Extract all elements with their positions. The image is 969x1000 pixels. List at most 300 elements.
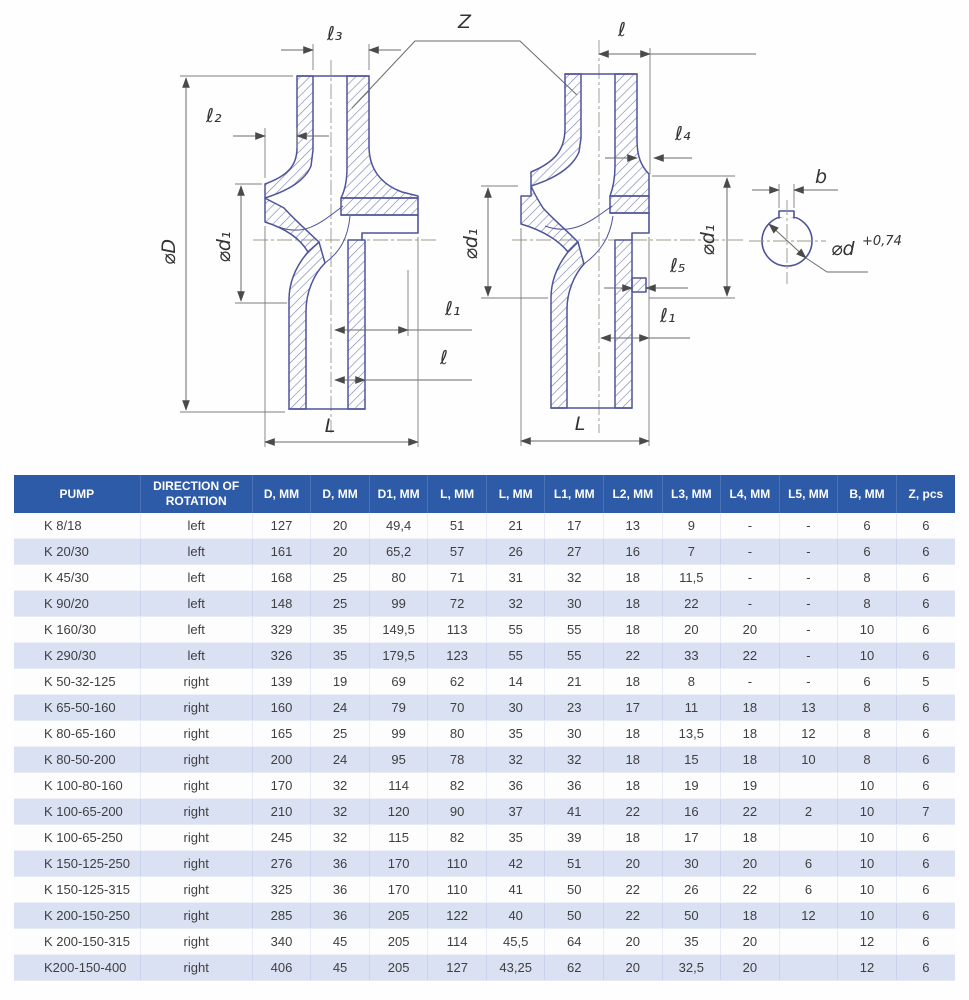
value-cell: 123 <box>428 643 487 669</box>
value-cell: 6 <box>838 513 897 539</box>
value-cell: 10 <box>838 903 897 929</box>
value-cell: 13 <box>604 513 663 539</box>
value-cell: 10 <box>838 643 897 669</box>
value-cell: 22 <box>604 903 663 929</box>
value-cell: - <box>721 539 780 565</box>
value-cell: 32 <box>486 747 545 773</box>
value-cell: right <box>140 955 252 981</box>
value-cell: 50 <box>545 903 604 929</box>
value-cell: 18 <box>604 591 663 617</box>
value-cell: - <box>721 565 780 591</box>
value-cell: 10 <box>779 747 838 773</box>
value-cell: 32 <box>311 773 370 799</box>
table-row <box>14 695 955 721</box>
value-cell: 25 <box>311 721 370 747</box>
passage-curve <box>325 216 350 263</box>
value-cell: 6 <box>896 851 955 877</box>
pump-model-cell: K 50-32-125 <box>14 669 140 695</box>
value-cell: 15 <box>662 747 721 773</box>
value-cell: 115 <box>369 825 428 851</box>
column-header: PUMP <box>14 475 140 513</box>
value-cell: 33 <box>662 643 721 669</box>
value-cell: 39 <box>545 825 604 851</box>
pump-model-cell: K 200-150-315 <box>14 929 140 955</box>
value-cell: 22 <box>721 643 780 669</box>
value-cell: 95 <box>369 747 428 773</box>
value-cell: 2 <box>779 799 838 825</box>
dim-label-l1: ℓ₁ <box>660 305 676 327</box>
value-cell: 10 <box>838 617 897 643</box>
dim-label-dia-d1: ⌀d₁ <box>460 228 482 260</box>
column-header: L, MM <box>428 475 487 513</box>
table-header-row <box>14 475 955 513</box>
value-cell: - <box>779 643 838 669</box>
value-cell: 30 <box>662 851 721 877</box>
dimension-b <box>752 166 838 208</box>
value-cell: 12 <box>779 721 838 747</box>
value-cell: 170 <box>369 851 428 877</box>
value-cell: 20 <box>604 929 663 955</box>
value-cell: left <box>140 617 252 643</box>
value-cell: - <box>779 669 838 695</box>
value-cell: 161 <box>252 539 311 565</box>
value-cell: 18 <box>604 565 663 591</box>
value-cell: 55 <box>486 617 545 643</box>
value-cell: 17 <box>545 513 604 539</box>
dimension-L <box>265 226 418 447</box>
dim-label-l1: ℓ₁ <box>445 298 461 320</box>
value-cell: 16 <box>662 799 721 825</box>
value-cell: 80 <box>428 721 487 747</box>
value-cell: 79 <box>369 695 428 721</box>
value-cell: 200 <box>252 747 311 773</box>
table-row <box>14 591 955 617</box>
value-cell: right <box>140 747 252 773</box>
hub-step <box>341 215 418 240</box>
value-cell: - <box>779 565 838 591</box>
value-cell: 51 <box>545 851 604 877</box>
table-row <box>14 903 955 929</box>
value-cell: 210 <box>252 799 311 825</box>
value-cell: 6 <box>896 773 955 799</box>
value-cell: 20 <box>721 955 780 981</box>
value-cell: 8 <box>662 669 721 695</box>
value-cell: 17 <box>662 825 721 851</box>
pump-dimensions-table <box>14 475 955 981</box>
value-cell: 205 <box>369 929 428 955</box>
value-cell: 6 <box>896 591 955 617</box>
value-cell: 406 <box>252 955 311 981</box>
value-cell: 43,25 <box>486 955 545 981</box>
value-cell: 36 <box>311 877 370 903</box>
value-cell: 35 <box>486 721 545 747</box>
pump-model-cell: K200-150-400 <box>14 955 140 981</box>
value-cell: 10 <box>838 773 897 799</box>
value-cell: 19 <box>721 773 780 799</box>
column-header: Z, pcs <box>896 475 955 513</box>
value-cell: 113 <box>428 617 487 643</box>
pump-model-cell: K 160/30 <box>14 617 140 643</box>
value-cell: 64 <box>545 929 604 955</box>
value-cell: 168 <box>252 565 311 591</box>
value-cell: 26 <box>486 539 545 565</box>
value-cell: 8 <box>838 747 897 773</box>
value-cell: 16 <box>604 539 663 565</box>
value-cell: 51 <box>428 513 487 539</box>
value-cell: 72 <box>428 591 487 617</box>
pump-model-cell: K 200-150-250 <box>14 903 140 929</box>
value-cell: right <box>140 851 252 877</box>
dimension-l3 <box>281 23 401 70</box>
dim-label-l2: ℓ₂ <box>206 105 222 127</box>
value-cell: 20 <box>604 955 663 981</box>
value-cell: 35 <box>662 929 721 955</box>
value-cell: 326 <box>252 643 311 669</box>
value-cell: 6 <box>896 929 955 955</box>
value-cell: 19 <box>662 773 721 799</box>
value-cell: 205 <box>369 903 428 929</box>
value-cell: 6 <box>896 877 955 903</box>
value-cell: 14 <box>486 669 545 695</box>
value-cell: 36 <box>311 851 370 877</box>
value-cell: 6 <box>896 747 955 773</box>
value-cell <box>779 825 838 851</box>
value-cell: 70 <box>428 695 487 721</box>
value-cell: 18 <box>721 695 780 721</box>
value-cell: 10 <box>838 799 897 825</box>
value-cell: 245 <box>252 825 311 851</box>
dim-label-dia-d1: ⌀d₁ <box>697 224 719 256</box>
value-cell: 32 <box>311 799 370 825</box>
value-cell: - <box>721 591 780 617</box>
value-cell: 42 <box>486 851 545 877</box>
value-cell: 22 <box>604 877 663 903</box>
value-cell: 90 <box>428 799 487 825</box>
value-cell: 50 <box>545 877 604 903</box>
table-row <box>14 539 955 565</box>
value-cell: 110 <box>428 877 487 903</box>
value-cell: 6 <box>779 851 838 877</box>
value-cell: 170 <box>252 773 311 799</box>
value-cell: 24 <box>311 747 370 773</box>
value-cell: 13,5 <box>662 721 721 747</box>
value-cell: 36 <box>486 773 545 799</box>
dim-label-dia-d: ⌀d <box>831 238 855 260</box>
value-cell: - <box>779 617 838 643</box>
value-cell: right <box>140 877 252 903</box>
value-cell: 170 <box>369 877 428 903</box>
value-cell: 45,5 <box>486 929 545 955</box>
value-cell: 30 <box>545 591 604 617</box>
value-cell: 20 <box>662 617 721 643</box>
value-cell: 82 <box>428 773 487 799</box>
value-cell: 25 <box>311 591 370 617</box>
pump-model-cell: K 45/30 <box>14 565 140 591</box>
column-header: B, MM <box>838 475 897 513</box>
value-cell: 179,5 <box>369 643 428 669</box>
table-row <box>14 773 955 799</box>
dim-label-b: b <box>815 166 828 188</box>
dim-label-z: Z <box>458 11 472 33</box>
value-cell: 35 <box>311 617 370 643</box>
value-cell: 71 <box>428 565 487 591</box>
value-cell: 55 <box>486 643 545 669</box>
value-cell: 160 <box>252 695 311 721</box>
value-cell: 127 <box>428 955 487 981</box>
value-cell: 20 <box>721 851 780 877</box>
value-cell: 10 <box>838 851 897 877</box>
value-cell: 31 <box>486 565 545 591</box>
value-cell: 6 <box>896 955 955 981</box>
value-cell: 9 <box>662 513 721 539</box>
pump-model-cell: K 150-125-315 <box>14 877 140 903</box>
column-header: D, MM <box>311 475 370 513</box>
value-cell <box>779 929 838 955</box>
value-cell: 36 <box>545 773 604 799</box>
value-cell: 21 <box>486 513 545 539</box>
value-cell: 120 <box>369 799 428 825</box>
dim-label-L: L <box>324 415 336 437</box>
value-cell: 37 <box>486 799 545 825</box>
value-cell: 22 <box>604 643 663 669</box>
value-cell: 35 <box>486 825 545 851</box>
table-row <box>14 825 955 851</box>
value-cell: 24 <box>311 695 370 721</box>
value-cell: - <box>721 669 780 695</box>
value-cell: 80 <box>369 565 428 591</box>
value-cell: 45 <box>311 955 370 981</box>
impeller-section-left-rotation <box>158 11 577 447</box>
value-cell: 62 <box>428 669 487 695</box>
column-header: L2, MM <box>604 475 663 513</box>
hub-step <box>610 213 649 240</box>
pump-model-cell: K 150-125-250 <box>14 851 140 877</box>
value-cell: 22 <box>721 877 780 903</box>
value-cell: 65,2 <box>369 539 428 565</box>
value-cell: left <box>140 591 252 617</box>
value-cell: right <box>140 903 252 929</box>
value-cell: 6 <box>896 825 955 851</box>
value-cell: left <box>140 565 252 591</box>
value-cell: 165 <box>252 721 311 747</box>
dim-label-dia-D: ⌀D <box>158 238 180 266</box>
impeller-technical-drawing <box>0 0 969 470</box>
value-cell: right <box>140 695 252 721</box>
value-cell: 32 <box>311 825 370 851</box>
column-header: L, MM <box>486 475 545 513</box>
value-cell: 40 <box>486 903 545 929</box>
value-cell <box>779 955 838 981</box>
table-row <box>14 669 955 695</box>
value-cell: 57 <box>428 539 487 565</box>
column-header: D1, MM <box>369 475 428 513</box>
value-cell: 8 <box>838 721 897 747</box>
value-cell: 18 <box>721 903 780 929</box>
value-cell: 11,5 <box>662 565 721 591</box>
value-cell: 6 <box>896 643 955 669</box>
value-cell: 32,5 <box>662 955 721 981</box>
value-cell: 18 <box>604 617 663 643</box>
value-cell: 20 <box>311 513 370 539</box>
value-cell: 6 <box>838 539 897 565</box>
table-row <box>14 877 955 903</box>
value-cell: 18 <box>604 747 663 773</box>
pump-model-cell: K 8/18 <box>14 513 140 539</box>
value-cell: 18 <box>604 669 663 695</box>
value-cell: 6 <box>896 539 955 565</box>
value-cell <box>779 773 838 799</box>
value-cell: 22 <box>604 799 663 825</box>
value-cell: - <box>721 513 780 539</box>
value-cell: 17 <box>604 695 663 721</box>
value-cell: 18 <box>721 747 780 773</box>
pump-model-cell: K 100-65-200 <box>14 799 140 825</box>
value-cell: 110 <box>428 851 487 877</box>
value-cell: 78 <box>428 747 487 773</box>
dim-label-L: L <box>574 413 586 435</box>
value-cell: 12 <box>838 929 897 955</box>
value-cell: 7 <box>896 799 955 825</box>
value-cell: 30 <box>486 695 545 721</box>
value-cell: right <box>140 721 252 747</box>
value-cell: 276 <box>252 851 311 877</box>
value-cell: 36 <box>311 903 370 929</box>
value-cell: 20 <box>721 929 780 955</box>
value-cell: 8 <box>838 591 897 617</box>
value-cell: 10 <box>838 825 897 851</box>
dim-label-l5: ℓ₅ <box>670 255 686 277</box>
value-cell: 41 <box>545 799 604 825</box>
value-cell: left <box>140 643 252 669</box>
value-cell: 6 <box>896 695 955 721</box>
value-cell: 18 <box>721 721 780 747</box>
value-cell: 99 <box>369 591 428 617</box>
value-cell: 139 <box>252 669 311 695</box>
value-cell: 5 <box>896 669 955 695</box>
value-cell: 205 <box>369 955 428 981</box>
table-row <box>14 799 955 825</box>
value-cell: 25 <box>311 565 370 591</box>
pump-model-cell: K 100-65-250 <box>14 825 140 851</box>
value-cell: right <box>140 773 252 799</box>
value-cell: 11 <box>662 695 721 721</box>
pump-model-cell: K 80-50-200 <box>14 747 140 773</box>
table-body <box>14 513 955 981</box>
table-row <box>14 955 955 981</box>
value-cell: 13 <box>779 695 838 721</box>
pump-model-cell: K 20/30 <box>14 539 140 565</box>
value-cell: 26 <box>662 877 721 903</box>
value-cell: 32 <box>545 565 604 591</box>
value-cell: 23 <box>545 695 604 721</box>
value-cell: 21 <box>545 669 604 695</box>
dim-label-l: ℓ <box>618 19 626 41</box>
value-cell: 8 <box>838 695 897 721</box>
pump-model-cell: K 100-80-160 <box>14 773 140 799</box>
column-header: L5, MM <box>779 475 838 513</box>
value-cell: 27 <box>545 539 604 565</box>
value-cell: 325 <box>252 877 311 903</box>
value-cell: 6 <box>779 877 838 903</box>
value-cell: 6 <box>896 617 955 643</box>
value-cell: 6 <box>896 565 955 591</box>
value-cell: 32 <box>545 747 604 773</box>
pump-model-cell: K 80-65-160 <box>14 721 140 747</box>
value-cell: 41 <box>486 877 545 903</box>
value-cell: 18 <box>604 825 663 851</box>
table-row <box>14 929 955 955</box>
value-cell: 20 <box>311 539 370 565</box>
dimension-dia-d1-right <box>649 176 735 298</box>
value-cell: 50 <box>662 903 721 929</box>
value-cell: 35 <box>311 643 370 669</box>
value-cell: 30 <box>545 721 604 747</box>
table-row <box>14 643 955 669</box>
pump-model-cell: K 90/20 <box>14 591 140 617</box>
value-cell: 18 <box>721 825 780 851</box>
table-row <box>14 617 955 643</box>
dim-label-l4: ℓ₄ <box>675 123 691 145</box>
value-cell: 45 <box>311 929 370 955</box>
value-cell: 122 <box>428 903 487 929</box>
dim-label-dia-d1: ⌀d₁ <box>213 231 235 263</box>
value-cell: right <box>140 929 252 955</box>
value-cell: 149,5 <box>369 617 428 643</box>
value-cell: 55 <box>545 643 604 669</box>
value-cell: 20 <box>721 617 780 643</box>
dim-label-tolerance: +0,74 <box>862 234 902 249</box>
column-header: L4, MM <box>721 475 780 513</box>
leader-z <box>352 11 577 108</box>
value-cell: 329 <box>252 617 311 643</box>
value-cell: 22 <box>721 799 780 825</box>
value-cell: 114 <box>369 773 428 799</box>
value-cell: left <box>140 539 252 565</box>
impeller-section-right-rotation <box>460 19 756 446</box>
value-cell: - <box>779 539 838 565</box>
value-cell: 18 <box>604 773 663 799</box>
value-cell: 82 <box>428 825 487 851</box>
value-cell: 6 <box>896 903 955 929</box>
table-row <box>14 721 955 747</box>
value-cell: - <box>779 591 838 617</box>
value-cell: 55 <box>545 617 604 643</box>
diameter-leader <box>806 258 868 272</box>
pump-model-cell: K 290/30 <box>14 643 140 669</box>
value-cell: 19 <box>311 669 370 695</box>
dim-label-l: ℓ <box>440 347 448 369</box>
value-cell: 12 <box>779 903 838 929</box>
table-row <box>14 747 955 773</box>
value-cell: 10 <box>838 877 897 903</box>
value-cell: right <box>140 669 252 695</box>
dim-label-l3: ℓ₃ <box>327 23 343 45</box>
value-cell: 99 <box>369 721 428 747</box>
value-cell: 148 <box>252 591 311 617</box>
value-cell: - <box>779 513 838 539</box>
table-row <box>14 851 955 877</box>
column-header: DIRECTION OF ROTATION <box>140 475 252 513</box>
value-cell: left <box>140 513 252 539</box>
value-cell: 32 <box>486 591 545 617</box>
value-cell: right <box>140 825 252 851</box>
value-cell: 6 <box>896 721 955 747</box>
value-cell: 7 <box>662 539 721 565</box>
value-cell: 114 <box>428 929 487 955</box>
shaft-bore-keyway-detail <box>749 166 902 284</box>
value-cell: 6 <box>838 669 897 695</box>
value-cell: 62 <box>545 955 604 981</box>
